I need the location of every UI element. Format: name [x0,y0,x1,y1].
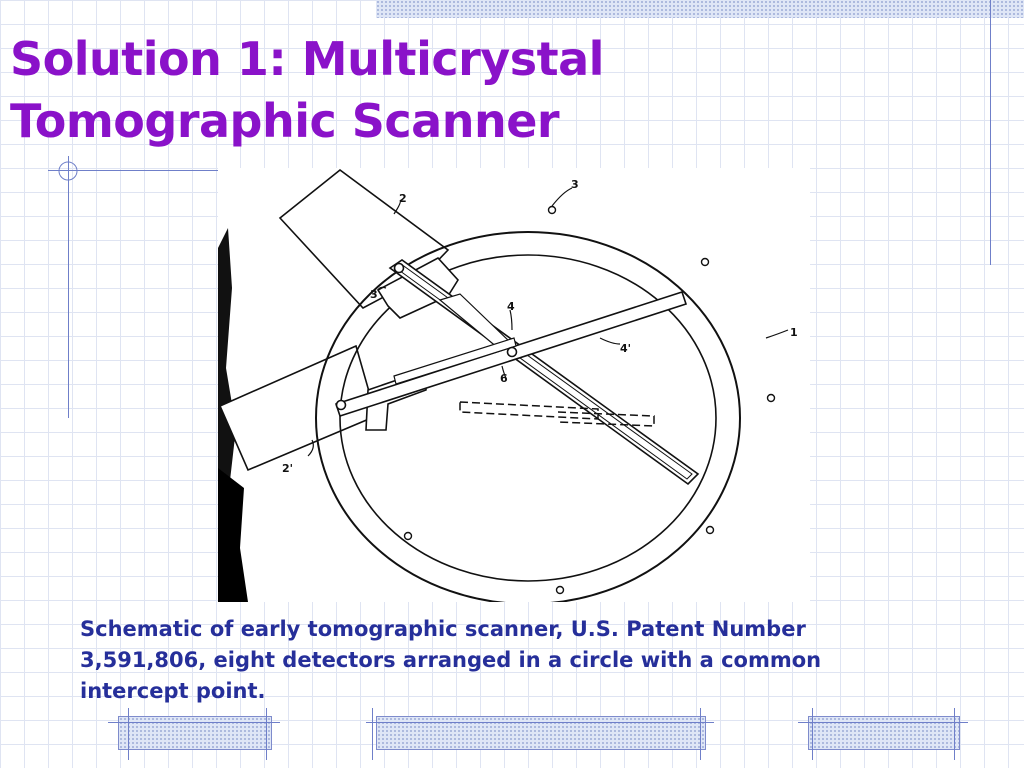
label-ring-1: 1 [790,326,798,339]
slide-title [10,28,730,152]
bottom-rule-center [366,722,714,723]
bottom-rule-right [798,722,968,723]
bottom-rule-left [108,722,280,723]
bottom-tick-6 [954,708,955,760]
corner-ring-ornament [56,159,80,183]
bottom-tick-5 [812,708,813,760]
label-detector-2-prime: 2' [282,462,294,475]
label-intercept-6: 6 [500,372,508,385]
label-detector-2: 2 [399,192,407,205]
scanner-schematic-figure [218,168,810,602]
slide-title-line-2: Tomographic Scanner [10,94,560,148]
bottom-tick-2 [266,708,267,760]
top-decorative-band [376,0,1024,18]
slide-title-line-1: Solution 1: Multicrystal [10,32,604,86]
left-vertical-rule [68,156,69,418]
label-arm-4: 4 [507,300,515,313]
bottom-tick-1 [128,708,129,760]
bottom-tick-3 [372,708,373,760]
label-pivot-3-left: 3 [370,288,378,301]
figure-caption: Schematic of early tomographic scanner, U.S. Patent Number 3,591,806, eight detectors arranged in a circle with a common intercept point. [80,617,822,703]
label-pivot-3-top: 3 [571,178,579,191]
label-arm-4-prime: 4' [620,342,632,355]
bottom-tick-4 [700,708,701,760]
right-vertical-rule [990,0,991,265]
